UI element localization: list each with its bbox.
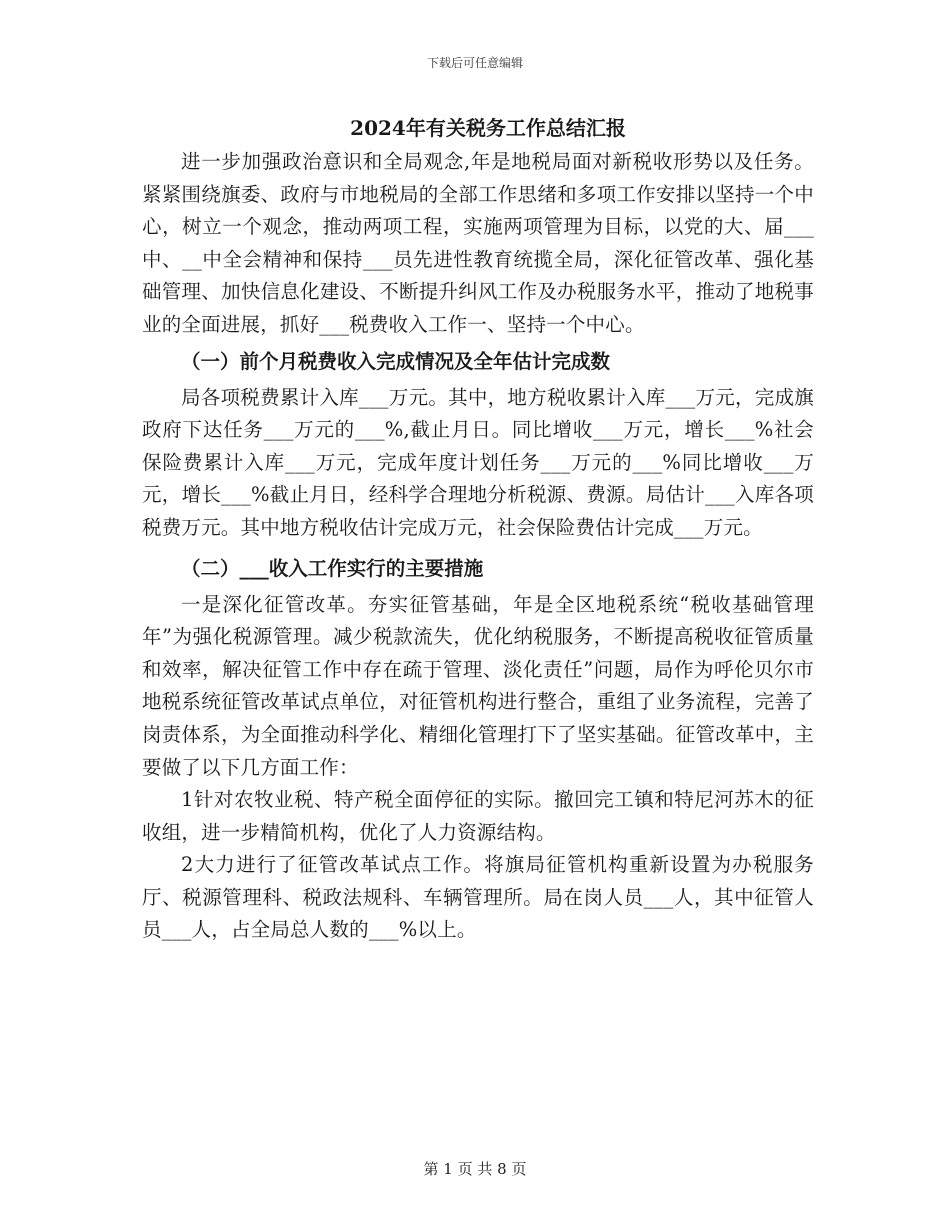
paragraph-item-2: 2大力进行了征管改革试点工作。将旗局征管机构重新设置为办税服务厅、税源管理科、税政法规科、车辆管理所。局在岗人员___人，其中征管人员___人，占全局总人数的___%以上。: [142, 853, 814, 942]
section-heading-1: （一）前个月税费收入完成情况及全年估计完成数: [181, 349, 611, 373]
section-heading-2: （二）___收入工作实行的主要措施: [181, 556, 484, 580]
paragraph-revenue: 局各项税费累计入库___万元。其中，地方税收累计入库___万元，完成旗政府下达任务___万元的___%,截止月日。同比增收___万元，增长___%社会保险费累计入库___万元，完成年度计划任务___万元的___%同比增收___万元，增长___%截止月日，经科学合理地分析税源、费源。局估计___入库各项税费万元。其中地方税收估计完成万元，社会保险费估计完成___万元。: [142, 385, 814, 539]
header-note: 下载后可任意编辑: [426, 56, 523, 70]
paragraph-intro: 进一步加强政治意识和全局观念,年是地税局面对新税收形势以及任务。紧紧围绕旗委、政府与市地税局的全部工作思绪和多项工作安排以坚持一个中心，树立一个观念，推动两项工程，实施两项管理为目标，以党的大、届___中、__中全会精神和保持___员先进性教育统揽全局，深化征管改革、强化基础管理、加快信息化建设、不断提升纠风工作及办税服务水平，推动了地税事业的全面进展，抓好___税费收入工作一、坚持一个中心。: [142, 150, 814, 336]
paragraph-reform: 一是深化征管改革。夯实征管基础，年是全区地税系统“税收基础管理年”为强化税源管理。减少税款流失，优化纳税服务，不断提高税收征管质量和效率，解决征管工作中存在疏于管理、淡化责任”问题，局作为呼伦贝尔市地税系统征管改革试点单位，对征管机构进行整合，重组了业务流程，完善了岗责体系，为全面推动科学化、精细化管理打下了坚实基础。征管改革中，主要做了以下几方面工作：: [142, 592, 814, 779]
paragraph-item-1: 1针对农牧业税、特产税全面停征的实际。撤回完工镇和特尼河苏木的征收组，进一步精简机构，优化了人力资源结构。: [142, 788, 814, 844]
document-body: [142, 112, 814, 947]
document-title: 2024年有关税务工作总结汇报: [350, 116, 626, 140]
page-footer: 第 1 页 共 8 页: [423, 1160, 527, 1178]
